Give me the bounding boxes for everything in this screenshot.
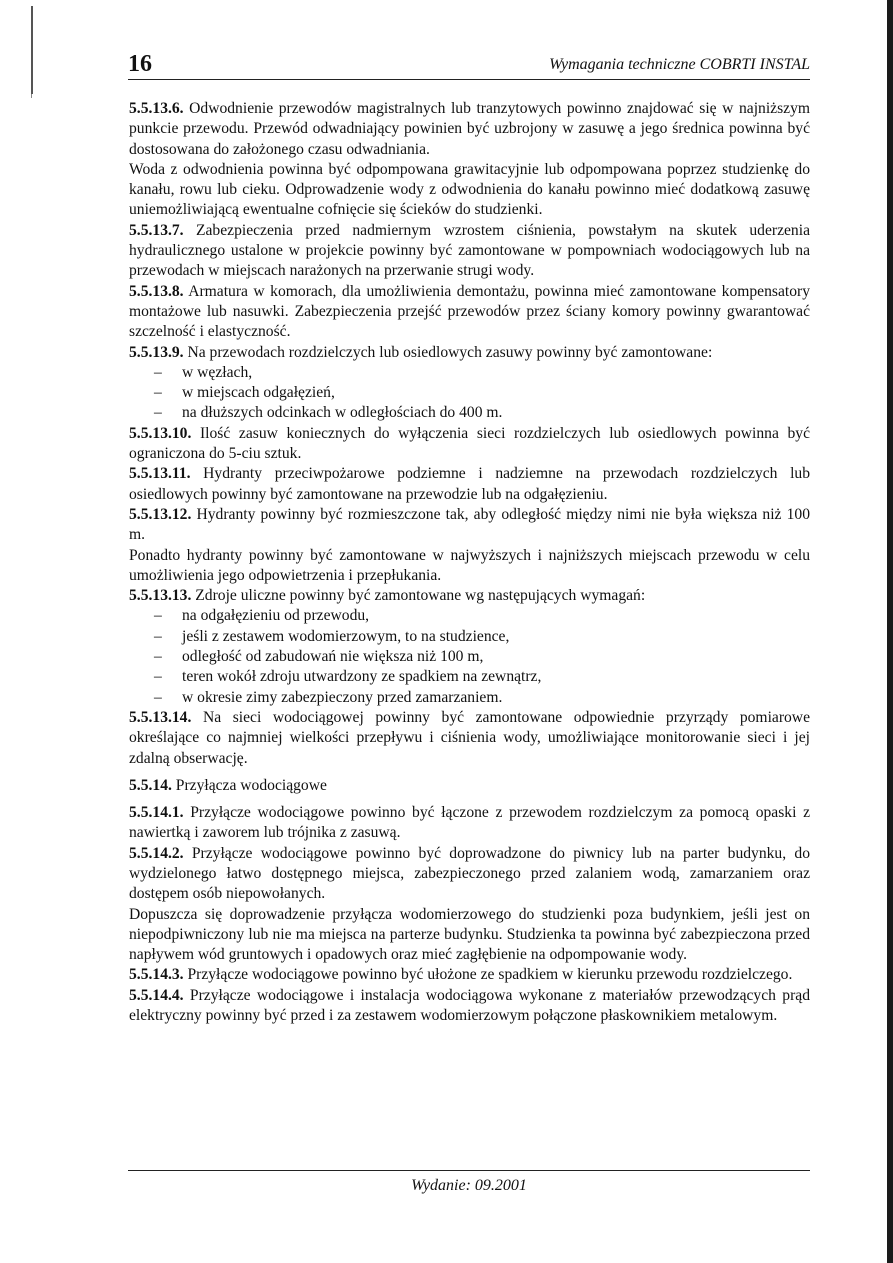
section-5-5-13-9	[129, 343, 810, 363]
section-5-5-13-12	[129, 505, 810, 546]
list-item	[129, 403, 810, 423]
section-number: 5.5.13.8.	[129, 282, 184, 300]
scan-edge-left	[31, 6, 33, 94]
section-number: 5.5.13.14.	[129, 708, 192, 726]
dash-bullet: –	[154, 688, 162, 706]
footer-rule	[128, 1170, 810, 1171]
dash-bullet: –	[154, 668, 162, 686]
list-item-text: w węzłach,	[182, 363, 253, 381]
section-5-5-13-14	[129, 708, 810, 769]
dash-bullet: –	[154, 363, 162, 381]
section-number: 5.5.13.10.	[129, 424, 192, 442]
section-text: Przyłącze wodociągowe i instalacja wodociągowa wykonane z materiałów przewodzących prąd elektryczny powinny być przed i za zestawem wodomierzowym połączone płaskownikiem metalowym.	[129, 986, 810, 1025]
section-number: 5.5.14.1.	[129, 804, 184, 822]
section-text: Odwodnienie przewodów magistralnych lub tranzytowych powinno znajdować się w najniższym punkcie przewodu. Przewód odwadniający powinien być uzbrojony w zasuwę a jego średnica powinna być dostosowana do założonego czasu odwadniania.	[129, 100, 810, 158]
section-5-5-14-4	[129, 986, 810, 1027]
section-number: 5.5.13.9.	[129, 343, 184, 361]
section-5-5-14-heading	[129, 776, 810, 796]
standpipe-requirements-list	[129, 606, 810, 707]
section-text: Hydranty przeciwpożarowe podziemne i nadziemne na przewodach rozdzielczych lub osiedlowych powinny być zamontowane na przewodzie lub na odgałęzieniu.	[129, 465, 810, 503]
paragraph-hydrants: Ponadto hydranty powinny być zamontowane w najwyższych i najniższych miejscach przewodu w celu umożliwienia jego odpowietrzenia i przepłukania.	[129, 546, 810, 584]
paragraph-meter-well: Dopuszcza się doprowadzenie przyłącza wodomierzowego do studzienki poza budynkiem, jeśli jest on niepodpiwniczony lub nie ma miejsca na parterze budynku. Studzienka ta powinna być zabezpieczona przed napływem wód gruntowych i opadowych oraz mieć zagłębienie na odpompowanie wody.	[129, 905, 810, 964]
section-number: 5.5.13.12.	[129, 505, 192, 523]
section-5-5-14-1	[129, 803, 810, 844]
page-number: 16	[128, 51, 152, 77]
section-number: 5.5.14.2.	[129, 844, 184, 862]
dash-bullet: –	[154, 404, 162, 422]
list-item-text: na dłuższych odcinkach w odległościach do 400 m.	[182, 404, 503, 422]
dash-bullet: –	[154, 648, 162, 666]
section-number: 5.5.13.6.	[129, 100, 184, 117]
section-5-5-13-10	[129, 424, 810, 465]
valve-locations-list	[129, 363, 810, 424]
list-item-text: na odgałęzieniu od przewodu,	[182, 607, 370, 625]
list-item-text: w okresie zimy zabezpieczony przed zamarzaniem.	[182, 688, 503, 706]
section-text: Na sieci wodociągowej powinny być zamontowane odpowiednie przyrządy pomiarowe określające co najmniej wielkości przepływu i ciśnienia wody, umożliwiające monitorowanie sieci i jej zdalną obserwację.	[129, 708, 810, 767]
section-text: Przyłącze wodociągowe powinno być łączone z przewodem rozdzielczym za pomocą opaski z nawiertką i zaworem lub trójnika z zasuwą.	[129, 804, 810, 842]
paragraph-drainage: Woda z odwodnienia powinna być odpompowana grawitacyjnie lub odpompowana poprzez studzienkę do kanału, rowu lub cieku. Odprowadzenie wody z odwodnienia do kanału powinno mieć dodatkową zasuwę uniemożliwiającą ewentualne cofnięcie się ścieków do studzienki.	[129, 160, 810, 219]
section-title: Przyłącza wodociągowe	[171, 776, 327, 794]
list-item-text: jeśli z zestawem wodomierzowym, to na studzience,	[182, 627, 510, 645]
header-rule	[128, 79, 810, 80]
list-item	[129, 688, 810, 708]
list-item	[129, 667, 810, 687]
section-text: Przyłącze wodociągowe powinno być ułożone ze spadkiem w kierunku przewodu rozdzielczego.	[183, 966, 793, 984]
scan-edge-left-mark	[31, 94, 32, 98]
page-header	[128, 50, 810, 80]
list-item-text: teren wokół zdroju utwardzony ze spadkiem na zewnątrz,	[182, 668, 542, 686]
section-text: Zabezpieczenia przed nadmiernym wzrostem ciśnienia, powstałym na skutek uderzenia hydraulicznego ustalone w projekcie powinny być zamontowane w pompowniach wodociągowych lub na przewodach w miejscach narażonych na przerwanie strugi wody.	[129, 221, 810, 280]
list-item	[129, 627, 810, 647]
section-5-5-14-3	[129, 965, 810, 985]
section-text: Zdroje uliczne powinny być zamontowane wg następujących wymagań:	[191, 587, 646, 605]
section-text: Ilość zasuw koniecznych do wyłączenia sieci rozdzielczych lub osiedlowych powinna być ograniczona do 5-ciu sztuk.	[129, 424, 810, 463]
section-5-5-13-6	[129, 99, 810, 160]
section-text: Na przewodach rozdzielczych lub osiedlowych zasuwy powinny być zamontowane:	[183, 343, 713, 361]
document-body	[129, 99, 810, 1026]
section-text: Armatura w komorach, dla umożliwienia demontażu, powinna mieć zamontowane kompensatory montażowe lub nasuwki. Zabezpieczenia przejść przewodów przez ściany komory powinny gwarantować szczelność i elastyczność.	[129, 282, 810, 341]
section-text: Przyłącze wodociągowe powinno być doprowadzone do piwnicy lub na parter budynku, do wydzielonego łatwo dostępnego miejsca, zabezpieczonego przed zalaniem wodą, zamarzaniem oraz dostępem osób niepowołanych.	[129, 844, 810, 903]
dash-bullet: –	[154, 384, 162, 402]
dash-bullet: –	[154, 607, 162, 625]
list-item	[129, 647, 810, 667]
list-item	[129, 383, 810, 403]
section-5-5-13-8	[129, 282, 810, 343]
section-5-5-13-11	[129, 464, 810, 505]
section-number: 5.5.14.4.	[129, 986, 184, 1004]
section-5-5-14-2	[129, 844, 810, 905]
section-5-5-13-7	[129, 221, 810, 282]
section-number: 5.5.13.11.	[129, 465, 191, 483]
section-number: 5.5.14.	[129, 776, 172, 794]
list-item-text: w miejscach odgałęzień,	[182, 384, 335, 402]
dash-bullet: –	[154, 627, 162, 645]
edition-footer: Wydanie: 09.2001	[411, 1177, 527, 1194]
list-item-text: odległość od zabudowań nie większa niż 100 m,	[182, 648, 484, 666]
section-text: Hydranty powinny być rozmieszczone tak, aby odległość między nimi nie była większa niż 100 m.	[129, 505, 810, 544]
section-number: 5.5.14.3.	[129, 966, 184, 984]
list-item	[129, 606, 810, 626]
list-item	[129, 363, 810, 383]
section-number: 5.5.13.7.	[129, 221, 184, 239]
scan-edge-right	[887, 0, 893, 1263]
section-number: 5.5.13.13.	[129, 587, 192, 605]
section-5-5-13-13	[129, 586, 810, 606]
running-title: Wymagania techniczne COBRTI INSTAL	[549, 56, 810, 73]
